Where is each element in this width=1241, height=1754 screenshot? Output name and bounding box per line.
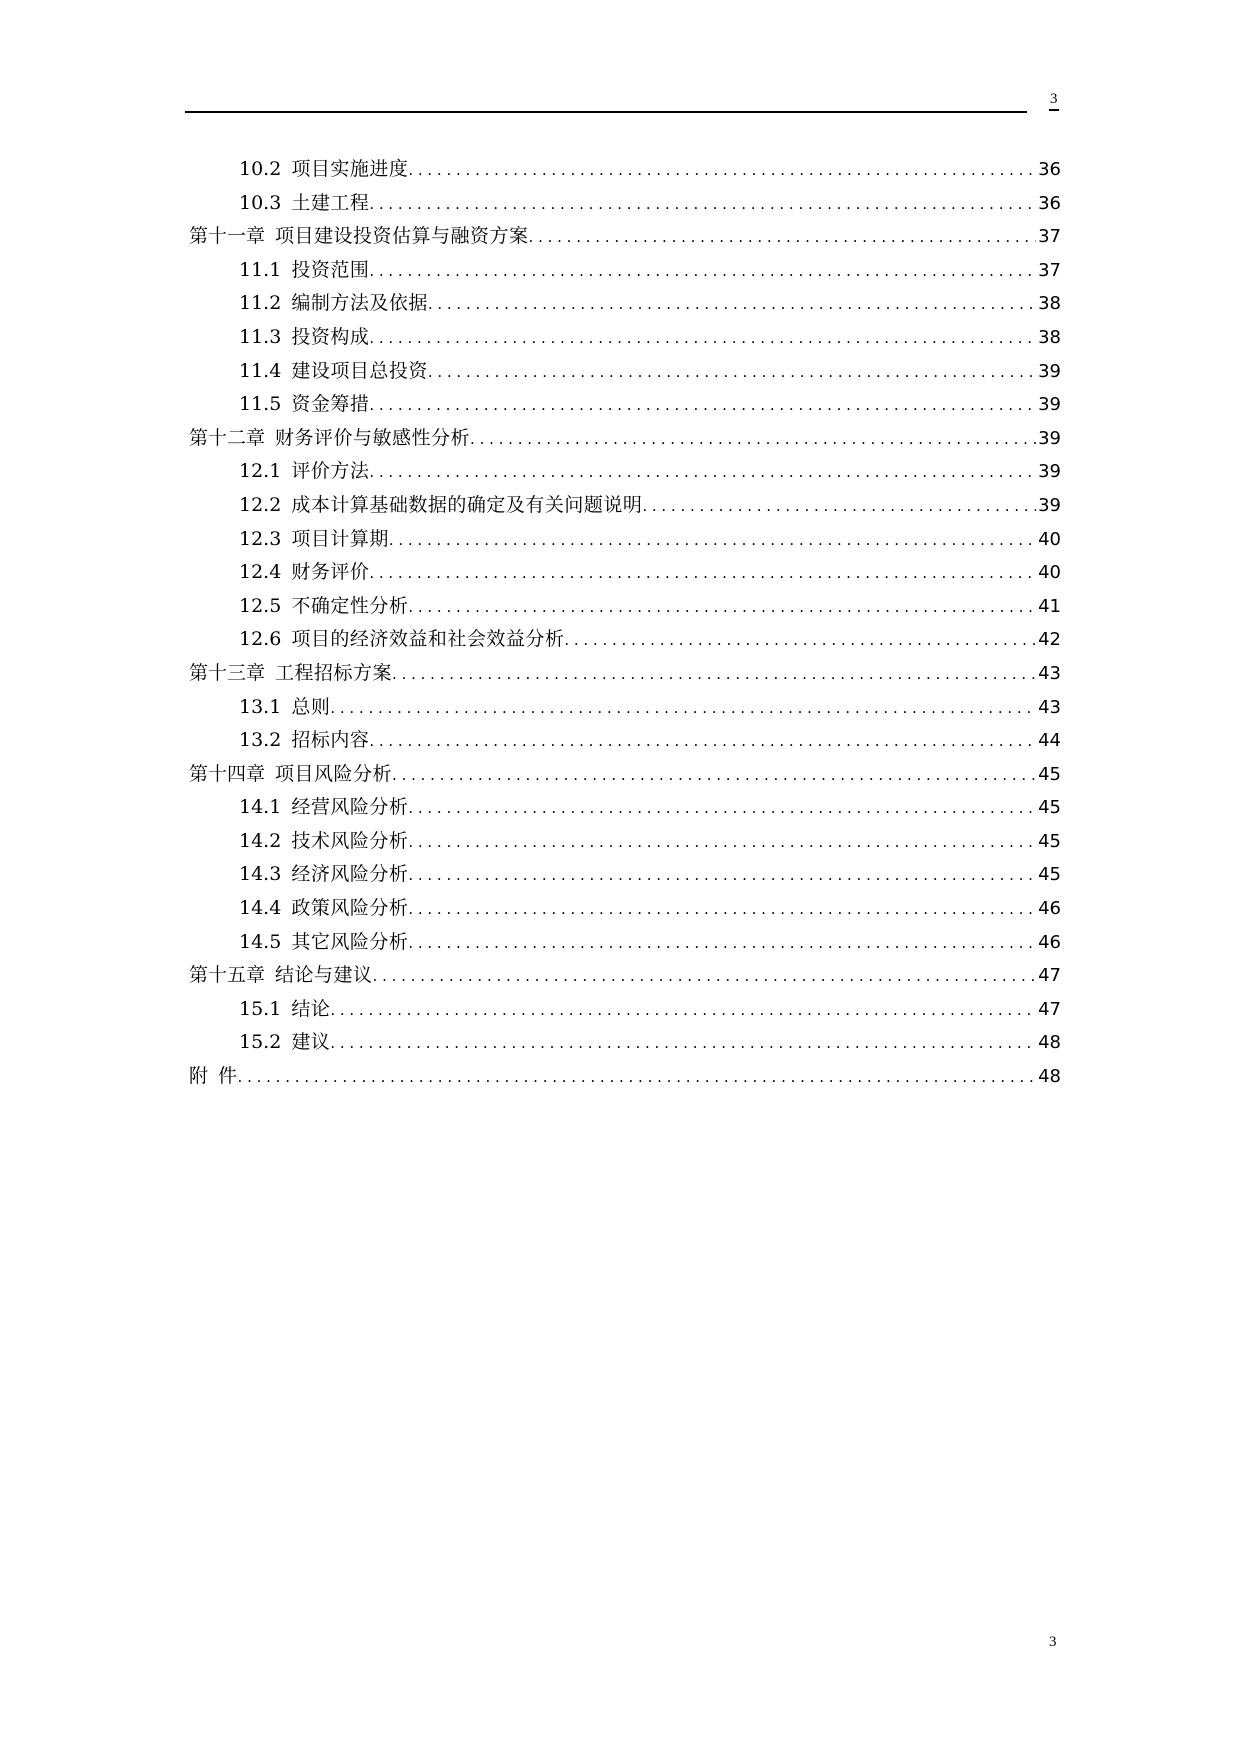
toc-entry-title: 工程招标方案 [275, 661, 393, 684]
toc-entry-number: 第十二章 [189, 426, 266, 449]
toc-dot-leader [642, 489, 1036, 524]
toc-entry-page: 39 [1038, 360, 1061, 382]
toc-dot-leader [369, 254, 1036, 289]
toc-entry-number: 附 [189, 1065, 209, 1088]
toc-entry[interactable] [189, 422, 1061, 456]
toc-entry-number: 14.2 [239, 829, 282, 852]
toc-dot-leader [330, 993, 1036, 1028]
toc-dot-leader [392, 758, 1036, 793]
toc-entry-title: 编制方法及依据 [291, 292, 428, 315]
toc-entry-title: 建议 [291, 1031, 331, 1054]
toc-entry-number: 12.6 [239, 628, 282, 651]
toc-entry[interactable] [189, 187, 1061, 221]
toc-entry-page: 37 [1038, 259, 1061, 281]
toc-entry-number: 第十五章 [189, 964, 266, 987]
toc-entry-title: 总则 [291, 695, 331, 718]
toc-entry-title: 经济风险分析 [291, 863, 409, 886]
toc-entry-title: 成本计算基础数据的确定及有关问题说明 [291, 493, 643, 516]
toc-entry-title: 投资范围 [291, 258, 370, 281]
toc-entry-page: 48 [1038, 1032, 1061, 1054]
toc-entry[interactable] [189, 623, 1061, 657]
header-rule [185, 111, 1027, 113]
toc-dot-leader [369, 388, 1036, 423]
toc-dot-leader [369, 556, 1036, 591]
toc-entry[interactable] [189, 556, 1061, 590]
toc-entry-number: 12.5 [239, 594, 282, 617]
toc-entry[interactable] [189, 724, 1061, 758]
toc-entry-number: 12.3 [239, 527, 282, 550]
toc-entry[interactable] [189, 455, 1061, 489]
toc-entry-title: 项目计算期 [291, 527, 389, 550]
toc-entry-page: 43 [1038, 696, 1061, 718]
toc-entry[interactable] [189, 858, 1061, 892]
toc-entry-title: 项目实施进度 [291, 158, 409, 180]
toc-entry-page: 45 [1038, 797, 1061, 819]
toc-entry-title: 建设项目总投资 [291, 359, 428, 382]
table-of-contents [189, 153, 1061, 1094]
toc-entry-page: 38 [1038, 326, 1061, 348]
toc-entry-page: 36 [1038, 192, 1061, 214]
toc-entry-title: 技术风险分析 [291, 829, 409, 852]
toc-entry-title: 其它风险分析 [291, 930, 409, 953]
toc-entry-number: 14.4 [239, 897, 282, 920]
toc-entry[interactable] [189, 791, 1061, 825]
toc-dot-leader [428, 355, 1036, 390]
toc-entry[interactable] [189, 926, 1061, 960]
toc-entry[interactable] [189, 523, 1061, 557]
toc-dot-leader [408, 892, 1036, 927]
toc-entry-title: 不确定性分析 [291, 594, 409, 617]
toc-dot-leader [369, 455, 1036, 490]
toc-entry[interactable] [189, 691, 1061, 725]
toc-entry-title: 财务评价 [291, 561, 370, 584]
toc-entry-title: 招标内容 [291, 729, 370, 752]
toc-entry[interactable] [189, 657, 1061, 691]
toc-entry-number: 11.1 [239, 258, 282, 281]
toc-dot-leader [470, 422, 1036, 457]
toc-entry-number: 第十一章 [189, 225, 266, 248]
toc-entry-page: 46 [1038, 931, 1061, 953]
toc-entry-number: 11.2 [239, 292, 282, 315]
toc-entry[interactable] [189, 892, 1061, 926]
toc-dot-leader [408, 791, 1036, 826]
toc-entry[interactable] [189, 1060, 1061, 1094]
toc-entry-page: 44 [1038, 730, 1061, 752]
toc-dot-leader [408, 153, 1036, 188]
toc-entry-title: 经营风险分析 [291, 796, 409, 819]
toc-entry-title: 资金筹措 [291, 393, 370, 416]
toc-entry-title: 项目建设投资估算与融资方案 [275, 225, 529, 248]
toc-entry-page: 47 [1038, 998, 1061, 1020]
toc-dot-leader [529, 220, 1037, 255]
toc-entry-number: 10.3 [239, 191, 282, 214]
toc-dot-leader [369, 321, 1036, 356]
toc-dot-leader [392, 657, 1036, 692]
toc-entry-number: 15.1 [239, 997, 282, 1020]
toc-entry[interactable] [189, 220, 1061, 254]
toc-dot-leader [564, 623, 1036, 658]
toc-entry-page: 45 [1038, 864, 1061, 886]
toc-dot-leader [373, 959, 1037, 994]
toc-entry-number: 11.5 [239, 393, 282, 416]
toc-entry[interactable] [189, 388, 1061, 422]
toc-entry-number: 11.3 [239, 325, 282, 348]
toc-entry-page: 38 [1038, 293, 1061, 315]
toc-entry-page: 48 [1038, 1066, 1061, 1088]
toc-entry-number: 12.4 [239, 561, 282, 584]
toc-entry-title: 投资构成 [291, 325, 370, 348]
toc-entry-number: 12.2 [239, 493, 282, 516]
toc-entry-number: 12.1 [239, 460, 282, 483]
toc-entry-title: 土建工程 [291, 191, 370, 214]
toc-entry[interactable] [189, 355, 1061, 389]
toc-entry-title: 财务评价与敏感性分析 [275, 426, 471, 449]
toc-entry-page: 42 [1038, 629, 1061, 651]
toc-entry[interactable] [189, 321, 1061, 355]
toc-entry-page: 39 [1038, 494, 1061, 516]
toc-entry[interactable] [189, 959, 1061, 993]
toc-entry[interactable] [189, 1026, 1061, 1060]
header-page-number: 3 [1049, 90, 1059, 111]
toc-entry-number: 13.1 [239, 695, 282, 718]
toc-dot-leader [408, 825, 1036, 860]
toc-entry-title: 结论 [291, 997, 331, 1020]
toc-entry-page: 40 [1038, 562, 1061, 584]
toc-entry-page: 39 [1038, 394, 1061, 416]
toc-entry-number: 14.5 [239, 930, 282, 953]
toc-entry-page: 39 [1038, 461, 1061, 483]
toc-entry-page: 39 [1038, 427, 1061, 449]
toc-entry-title: 评价方法 [291, 460, 370, 483]
toc-entry-number: 11.4 [239, 359, 282, 382]
toc-entry-title: 结论与建议 [275, 964, 373, 987]
toc-entry-number: 14.3 [239, 863, 282, 886]
toc-dot-leader [238, 1060, 1037, 1095]
toc-entry-page: 46 [1038, 898, 1061, 920]
toc-entry[interactable] [189, 993, 1061, 1027]
toc-entry-page: 37 [1038, 226, 1061, 248]
toc-dot-leader [330, 1026, 1036, 1061]
toc-dot-leader [389, 523, 1036, 558]
toc-entry-number: 15.2 [239, 1031, 282, 1054]
toc-entry[interactable] [189, 590, 1061, 624]
toc-entry-page: 41 [1038, 595, 1061, 617]
toc-entry-page: 36 [1038, 159, 1061, 180]
toc-entry[interactable] [189, 758, 1061, 792]
toc-entry-number: 10.2 [239, 158, 282, 180]
toc-entry-page: 45 [1038, 830, 1061, 852]
toc-dot-leader [408, 858, 1036, 893]
toc-entry[interactable] [189, 153, 1061, 187]
toc-dot-leader [408, 926, 1036, 961]
toc-dot-leader [428, 287, 1036, 322]
toc-entry-title: 件 [218, 1065, 238, 1088]
toc-entry[interactable] [189, 825, 1061, 859]
toc-entry-title: 项目的经济效益和社会效益分析 [291, 628, 565, 651]
toc-dot-leader [408, 590, 1036, 625]
toc-entry-number: 第十三章 [189, 661, 266, 684]
toc-entry[interactable] [189, 287, 1061, 321]
toc-entry-page: 47 [1038, 965, 1061, 987]
toc-entry-number: 14.1 [239, 796, 282, 819]
toc-entry-page: 43 [1038, 662, 1061, 684]
toc-entry-number: 第十四章 [189, 762, 266, 785]
toc-dot-leader [369, 724, 1036, 759]
toc-entry-page: 40 [1038, 528, 1061, 550]
toc-entry-number: 13.2 [239, 729, 282, 752]
toc-entry[interactable] [189, 254, 1061, 288]
toc-entry-page: 45 [1038, 763, 1061, 785]
footer-page-number: 3 [1049, 1634, 1057, 1650]
toc-entry-title: 项目风险分析 [275, 762, 393, 785]
toc-entry[interactable] [189, 489, 1061, 523]
toc-dot-leader [369, 187, 1036, 222]
toc-dot-leader [330, 691, 1036, 726]
toc-entry-title: 政策风险分析 [291, 897, 409, 920]
